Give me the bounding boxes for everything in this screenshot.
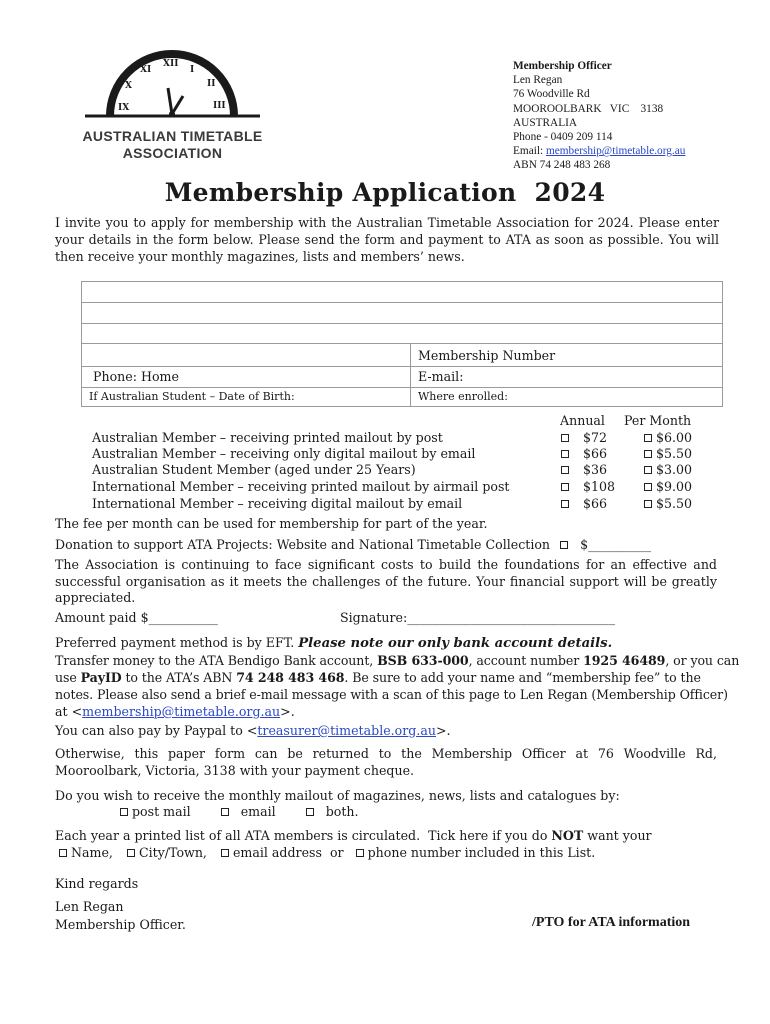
paypal-text: You can also pay by Paypal to <	[55, 723, 258, 738]
logo-line-2: ASSOCIATION	[122, 145, 223, 161]
list-email-label: email address or	[232, 845, 344, 860]
annual-price-5: $66	[583, 496, 608, 511]
donation-checkbox[interactable]	[560, 541, 568, 549]
membership-email-link[interactable]: membership@timetable.org.au	[82, 704, 281, 719]
svg-text:XII: XII	[163, 59, 179, 69]
donation-line	[55, 537, 651, 552]
annual-checkbox-1[interactable]	[561, 434, 569, 442]
logo-line-1: AUSTRALIAN TIMETABLE	[82, 128, 263, 144]
list-options	[59, 845, 595, 860]
membership-number-field[interactable]: Membership Number	[418, 348, 556, 363]
payment-preferred	[55, 635, 612, 651]
annual-price-3: $36	[583, 462, 608, 477]
closing-regards: Kind regards	[55, 876, 139, 891]
month-checkbox-1[interactable]	[644, 434, 652, 442]
transfer-text-3: , or you can	[665, 653, 740, 668]
transfer-text-2: , account number	[468, 653, 584, 668]
abn-value: 74 248 483 468	[236, 670, 345, 685]
not-emphasis: NOT	[551, 828, 584, 843]
fee-note: The fee per month can be used for membership for part of the year.	[55, 516, 488, 531]
officer-country: AUSTRALIA	[513, 116, 578, 129]
annual-checkbox-3[interactable]	[561, 466, 569, 474]
month-checkbox-4[interactable]	[644, 483, 652, 491]
month-checkbox-5[interactable]	[644, 500, 652, 508]
list-city-label: City/Town,	[138, 845, 207, 860]
address-field-2[interactable]	[82, 324, 722, 342]
list-phone-checkbox[interactable]	[356, 849, 364, 857]
post-mail-checkbox[interactable]	[120, 808, 128, 816]
month-price-1: $6.00	[656, 430, 693, 445]
month-checkbox-3[interactable]	[644, 466, 652, 474]
amount-paid-field[interactable]: Amount paid $___________	[55, 610, 218, 625]
donation-amount[interactable]: $__________	[580, 537, 652, 552]
ata-logo	[55, 44, 290, 166]
month-price-5: $5.50	[656, 496, 693, 511]
annual-price-1: $72	[583, 430, 608, 445]
bsb-value: BSB 633-000	[377, 653, 469, 668]
month-price-2: $5.50	[656, 446, 693, 461]
both-checkbox[interactable]	[306, 808, 314, 816]
mailout-options	[120, 804, 359, 819]
officer-city: MOOROOLBARK VIC 3138	[513, 102, 664, 115]
phone-home-field[interactable]: Phone: Home	[93, 369, 179, 384]
at-text: at <	[55, 704, 83, 719]
fee-label-4: International Member – receiving printed mailout by airmail post	[92, 479, 510, 494]
list-name-label: Name,	[71, 845, 113, 860]
payid-value: PayID	[80, 670, 122, 685]
paypal-line	[55, 723, 451, 738]
officer-street: 76 Woodville Rd	[513, 88, 590, 101]
intro-paragraph: I invite you to apply for membership with the Australian Timetable Association for 2024. Please enter your details in the form below. Please send the form and payment to ATA as soon as possible. You will then receive your monthly magazines, lists and members’ news.	[55, 215, 719, 264]
name-field[interactable]	[82, 282, 722, 301]
officer-address	[513, 59, 685, 173]
list-city-checkbox[interactable]	[127, 849, 135, 857]
payid-line	[55, 670, 701, 685]
fee-label-2: Australian Member – receiving only digital mailout by email	[92, 446, 476, 461]
month-price-4: $9.00	[656, 479, 693, 494]
annual-checkbox-2[interactable]	[561, 450, 569, 458]
address-field[interactable]	[82, 303, 722, 322]
otherwise-paragraph: Otherwise, this paper form can be returned to the Membership Officer at 76 Woodville Rd, Mooroolbark, Victoria, 3138 with your payment cheque.	[55, 746, 717, 778]
svg-text:II: II	[207, 79, 216, 89]
mailout-question: Do you wish to receive the monthly mailout of magazines, news, lists and catalogues by:	[55, 788, 620, 803]
annual-price-2: $66	[583, 446, 608, 461]
list-text-2: want your	[583, 828, 652, 843]
fee-label-1: Australian Member – receiving printed mailout by post	[92, 430, 443, 445]
use-text-2: to the ATA’s ABN	[121, 670, 237, 685]
treasurer-email-link[interactable]: treasurer@timetable.org.au	[257, 723, 436, 738]
student-dob-field[interactable]: If Australian Student – Date of Birth:	[89, 390, 295, 403]
list-email-checkbox[interactable]	[221, 849, 229, 857]
fee-label-3: Australian Student Member (aged under 25 Years)	[92, 462, 416, 477]
preferred-emphasis: Please note our only bank account details.	[298, 636, 613, 651]
account-value: 1925 46489	[583, 653, 666, 668]
donation-label: Donation to support ATA Projects: Website and National Timetable Collection	[55, 537, 551, 552]
col-annual-header: Annual	[560, 413, 605, 428]
notes-line: notes. Please also send a brief e-mail message with a scan of this page to Len Regan (Membership Officer)	[55, 687, 728, 702]
where-enrolled-field[interactable]: Where enrolled:	[418, 390, 508, 403]
closing-role: Membership Officer.	[55, 917, 186, 932]
month-checkbox-2[interactable]	[644, 450, 652, 458]
officer-phone: Phone - 0409 209 114	[513, 131, 613, 144]
svg-text:XI: XI	[140, 65, 152, 75]
transfer-line	[55, 653, 739, 668]
annual-price-4: $108	[583, 479, 616, 494]
both-label: both.	[325, 804, 359, 819]
use-text-3: . Be sure to add your name and “membership fee” to the	[344, 670, 701, 685]
details-form	[81, 281, 723, 407]
month-price-3: $3.00	[656, 462, 693, 477]
at-end: >.	[280, 704, 295, 719]
use-text: use	[55, 670, 81, 685]
list-line-1	[55, 828, 717, 843]
officer-email-line	[513, 144, 685, 158]
officer-name: Len Regan	[513, 74, 563, 87]
list-name-checkbox[interactable]	[59, 849, 67, 857]
svg-text:I: I	[190, 65, 195, 75]
svg-text:III: III	[213, 101, 226, 111]
clock-icon	[55, 44, 290, 124]
fee-label-5: International Member – receiving digital mailout by email	[92, 496, 463, 511]
closing-name: Len Regan	[55, 899, 124, 914]
annual-checkbox-4[interactable]	[561, 483, 569, 491]
list-text-1: Each year a printed list of all ATA members is circulated. Tick here if you do	[55, 828, 552, 843]
preferred-text: Preferred payment method is by EFT.	[55, 635, 299, 650]
email-label: email	[240, 804, 276, 819]
email-checkbox[interactable]	[221, 808, 229, 816]
email-field[interactable]: E-mail:	[418, 369, 464, 384]
transfer-text-1: Transfer money to the ATA Bendigo Bank account,	[55, 653, 378, 668]
signature-field[interactable]: Signature:_________________________________	[340, 610, 616, 625]
association-paragraph: The Association is continuing to face significant costs to build the foundations for an effective and successful organisation as it meets the challenges of the future. Your financial support will be greatly appreciated.	[55, 557, 717, 606]
officer-email-label: Email:	[513, 145, 546, 158]
svg-text:IX: IX	[118, 103, 130, 113]
at-email-line	[55, 704, 295, 719]
page-title: Membership Application 2024	[164, 178, 606, 207]
post-mail-label: post mail	[132, 804, 191, 819]
list-phone-label: phone number included in this List.	[367, 845, 596, 860]
svg-text:X: X	[125, 81, 132, 91]
pto-note: /PTO for ATA information	[532, 915, 691, 930]
officer-title: Membership Officer	[513, 60, 612, 72]
paypal-end: >.	[435, 723, 451, 738]
col-month-header: Per Month	[624, 413, 692, 428]
annual-checkbox-5[interactable]	[561, 500, 569, 508]
officer-email-link[interactable]: membership@timetable.org.au	[545, 145, 686, 158]
officer-abn: ABN 74 248 483 268	[513, 159, 611, 172]
